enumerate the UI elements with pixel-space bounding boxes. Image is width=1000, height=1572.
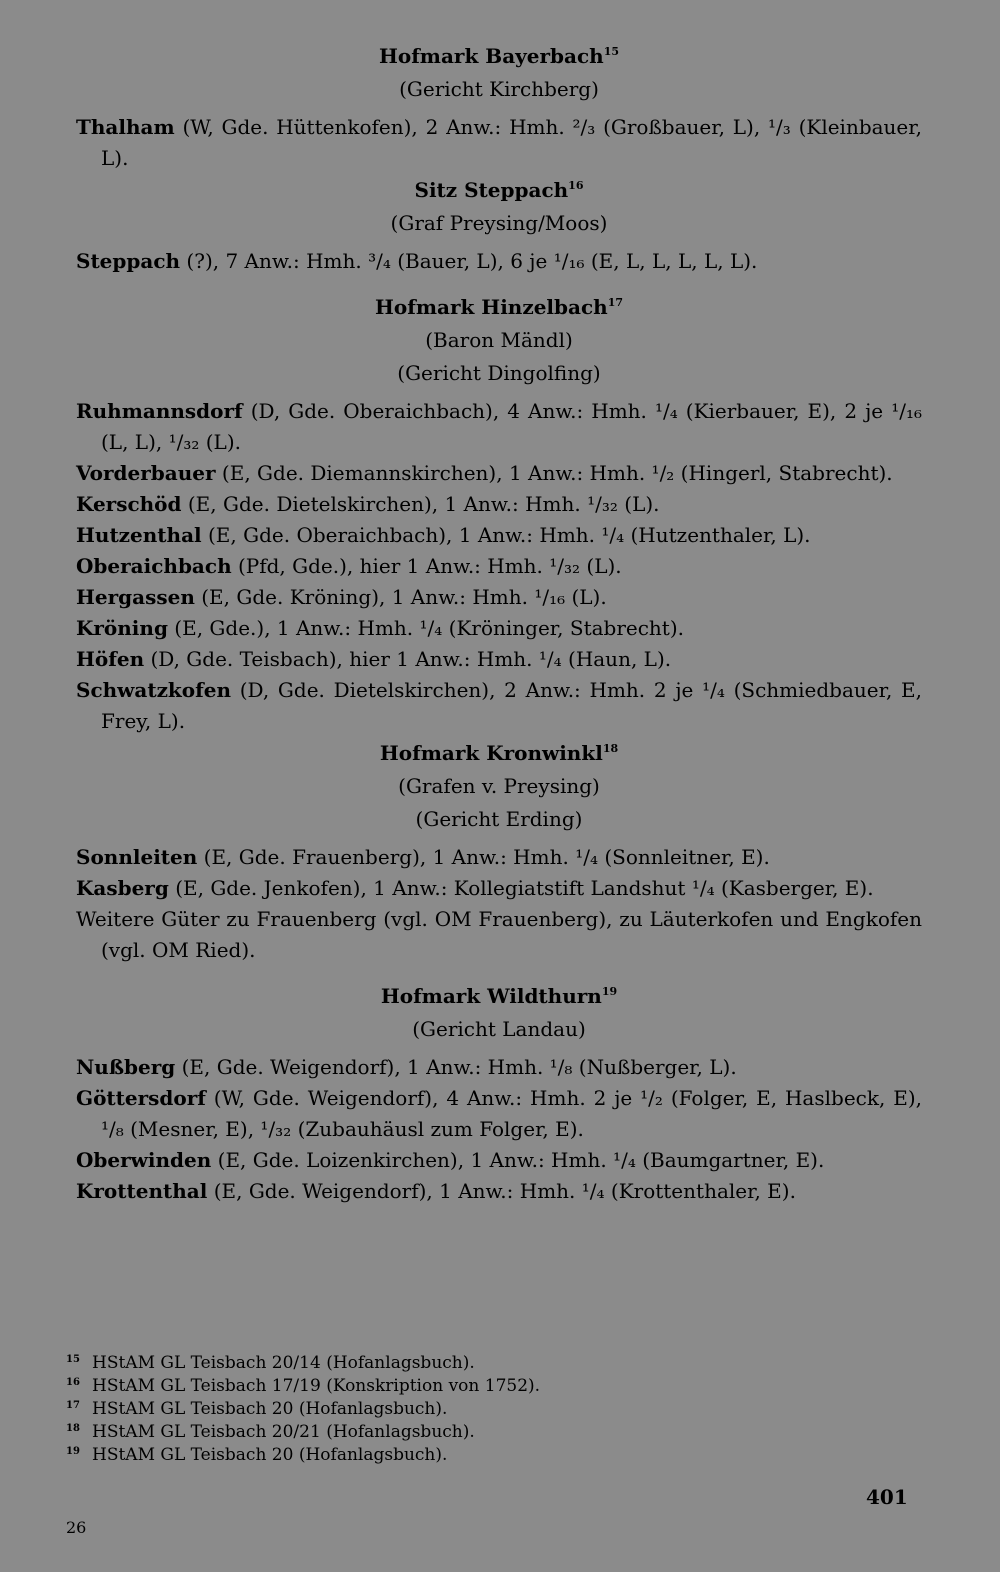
entry: Hergassen (E, Gde. Kröning), 1 Anw.: Hmh. ¹/₁₆ (L). (76, 585, 607, 609)
entry: Oberaichbach (Pfd, Gde.), hier 1 Anw.: Hmh. ¹/₃₂ (L). (76, 554, 622, 578)
footnote: $^{15}$ HStAM GL Teisbach 20/14 (Hofanlagsbuch). (66, 1353, 475, 1373)
page-body (76, 40, 922, 1207)
section-subheading: (Gericht Erding) (415, 807, 583, 831)
entry: Sonnleiten (E, Gde. Frauenberg), 1 Anw.: Hmh. ¹/₄ (Sonnleitner, E). (76, 845, 770, 869)
section-subheading: (Gericht Kirchberg) (399, 77, 599, 101)
printer-signature: 26 (66, 1518, 87, 1537)
entry: Hutzenthal (E, Gde. Oberaichbach), 1 Anw.: Hmh. ¹/₄ (Hutzenthaler, L). (76, 523, 811, 547)
entry: Krottenthal (E, Gde. Weigendorf), 1 Anw.: Hmh. ¹/₄ (Krottenthaler, E). (76, 1179, 796, 1203)
entry: Thalham (W, Gde. Hüttenkofen), 2 Anw.: Hmh. ²/₃ (Großbauer, L), ¹/₃ (Kleinbauer, L). (76, 115, 922, 170)
footnote: $^{16}$ HStAM GL Teisbach 17/19 (Konskription von 1752). (66, 1376, 541, 1396)
entry: Vorderbauer (E, Gde. Diemannskirchen), 1 Anw.: Hmh. ¹/₂ (Hingerl, Stabrecht). (76, 461, 893, 485)
entry: Höfen (D, Gde. Teisbach), hier 1 Anw.: Hmh. ¹/₄ (Haun, L). (76, 647, 672, 671)
section-heading: Hofmark Kronwinkl$^{18}$ (379, 741, 619, 765)
section-subheading: (Gericht Dingolfing) (397, 361, 601, 385)
footnote: $^{18}$ HStAM GL Teisbach 20/21 (Hofanlagsbuch). (66, 1422, 475, 1442)
page-number: 401 (866, 1485, 908, 1509)
entry: Kerschöd (E, Gde. Dietelskirchen), 1 Anw.: Hmh. ¹/₃₂ (L). (76, 492, 660, 516)
entry: Kasberg (E, Gde. Jenkofen), 1 Anw.: Kollegiatstift Landshut ¹/₄ (Kasberger, E). (76, 876, 874, 900)
section-heading: Sitz Steppach$^{16}$ (414, 178, 584, 202)
section-heading: Hofmark Bayerbach$^{15}$ (378, 44, 620, 68)
section-subheading: (Grafen v. Preysing) (398, 774, 600, 798)
section-subheading: (Graf Preysing/Moos) (390, 211, 608, 235)
footnote: $^{19}$ HStAM GL Teisbach 20 (Hofanlagsbuch). (66, 1445, 448, 1465)
entry: Ruhmannsdorf (D, Gde. Oberaichbach), 4 Anw.: Hmh. ¹/₄ (Kierbauer, E), 2 je ¹/₁₆ (L, L), ¹/₃₂ (L). (76, 399, 922, 454)
section-heading: Hofmark Hinzelbach$^{17}$ (374, 295, 623, 319)
entry: Steppach (?), 7 Anw.: Hmh. ³/₄ (Bauer, L), 6 je ¹/₁₆ (E, L, L, L, L, L). (76, 249, 758, 273)
entry: Schwatzkofen (D, Gde. Dietelskirchen), 2 Anw.: Hmh. 2 je ¹/₄ (Schmiedbauer, E, Frey, L). (76, 678, 922, 733)
footnotes (66, 1352, 866, 1467)
section-subheading: (Gericht Landau) (412, 1017, 586, 1041)
entry: Weitere Güter zu Frauenberg (vgl. OM Frauenberg), zu Läuterkofen und Engkofen (vgl. OM Ried). (76, 907, 922, 962)
entry: Oberwinden (E, Gde. Loizenkirchen), 1 Anw.: Hmh. ¹/₄ (Baumgartner, E). (76, 1148, 825, 1172)
section-subheading: (Baron Mändl) (425, 328, 573, 352)
entry: Kröning (E, Gde.), 1 Anw.: Hmh. ¹/₄ (Kröninger, Stabrecht). (76, 616, 685, 640)
footnote: $^{17}$ HStAM GL Teisbach 20 (Hofanlagsbuch). (66, 1399, 448, 1419)
section-heading: Hofmark Wildthurn$^{19}$ (380, 984, 618, 1008)
entry: Göttersdorf (W, Gde. Weigendorf), 4 Anw.: Hmh. 2 je ¹/₂ (Folger, E, Haslbeck, E), ¹/₈ (Mesner, E), ¹/₃₂ (Zubauhäusl zum Folger, E). (76, 1086, 922, 1141)
entry: Nußberg (E, Gde. Weigendorf), 1 Anw.: Hmh. ¹/₈ (Nußberger, L). (76, 1055, 737, 1079)
